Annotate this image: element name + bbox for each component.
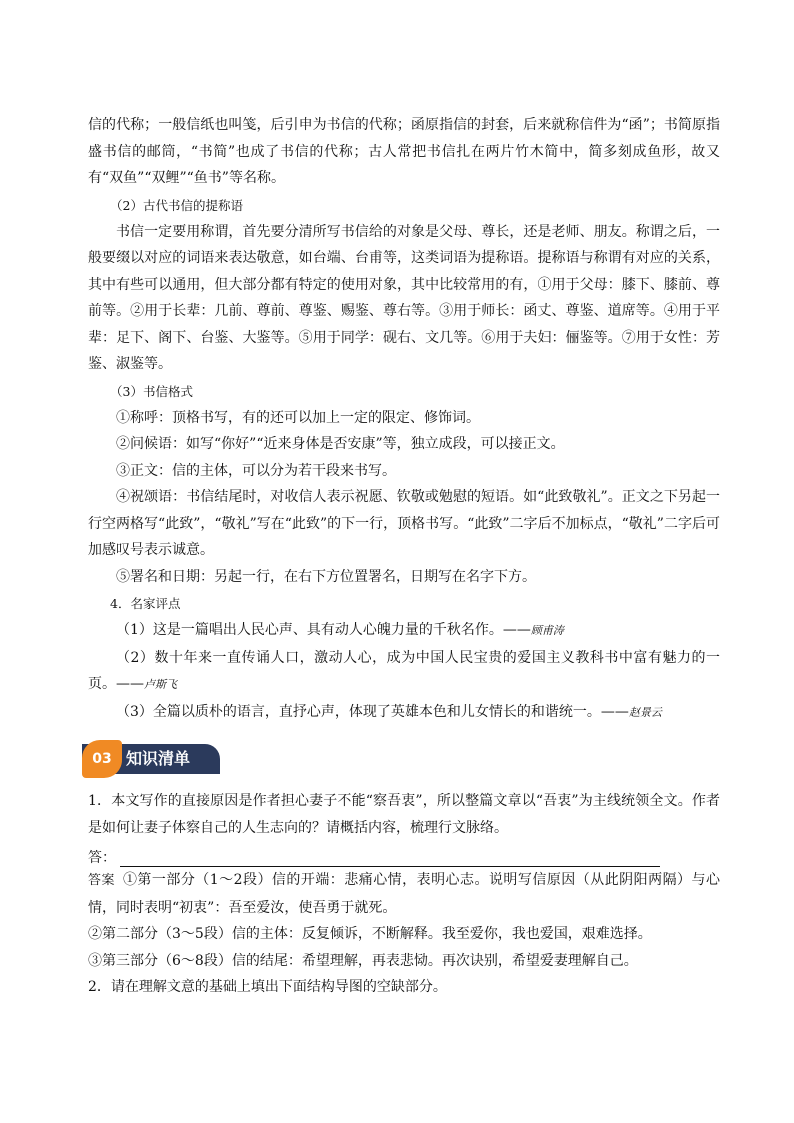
paragraph-salutation-terms: 书信一定要用称谓，首先要分清所写书信给的对象是父母、尊长，还是老师、朋友。称谓之后，一般要缀以对应的词语来表达敬意，如台端、台甫等，这类词语为提称语。提称语与称谓有对应的关系，其中有些可以通用，但大部分都有特定的使用对象，其中比较常用的有，①用于父母：膝下、膝前、尊前等。②用于长辈：几前、尊前、尊鉴、赐鉴、尊右等。③用于师长：函丈、尊鉴、道席等。④用于平辈：足下、阁下、台鉴、大鉴等。⑤用于同学：砚右、文几等。⑥用于夫妇：俪鉴等。⑦用于女性：芳鉴、淑鉴等。 (88, 223, 720, 372)
paragraph-letter-names: 信的代称；一般信纸也叫笺，后引申为书信的代称；函原指信的封套，后来就称信件为“函”；书简原指盛书信的邮筒，“书简”也成了书信的代称；古人常把书信扎在两片竹木简中，简多刻成鱼形，故又有“双鱼”“双鲤”“鱼书”等名称。 (88, 117, 720, 186)
question-1: 1．本文写作的直接原因是作者担心妻子不能“察吾衷”，所以整篇文章以“吾衷”为主线统领全文。作者是如何让妻子体察自己的人生志向的？请概括内容，梳理行文脉络。 (88, 793, 720, 836)
review-1-author: 顾甫涛 (530, 624, 564, 637)
question-2: 2．请在理解文意的基础上填出下面结构导图的空缺部分。 (88, 979, 447, 995)
format-item-body: ③正文：信的主体，可以分为若干段来书写。 (116, 462, 396, 479)
review-2 (88, 645, 720, 699)
answer-tag: 答案 (88, 873, 115, 888)
review-2-author: 卢斯飞 (144, 678, 177, 691)
format-item-greeting-name: ①称呼：顶格书写，有的还可以加上一定的限定、修饰词。 (116, 409, 480, 426)
document-page (88, 112, 720, 1001)
section-banner (82, 740, 720, 778)
heading-famous-reviews: 4．名家评点 (110, 596, 181, 611)
review-3-text: （3）全篇以质朴的语言，直抒心声，体现了英雄本色和儿女情长的和谐统一。—— (116, 703, 629, 720)
answer-part-2: ②第二部分（3～5段）信的主体：反复倾诉，不断解释。我至爱你，我也爱国，艰难选择。 (88, 926, 652, 942)
answer-part-1 (88, 867, 720, 921)
answer-blank (88, 841, 720, 867)
review-2-text: （2）数十年来一直传诵人口，激动人心，成为中国人民宝贵的爱国主义教科书中富有魅力的一页。—— (88, 649, 720, 692)
answer-part-3: ③第三部分（6～8段）信的结尾：希望理解，再表悲恸。再次诀别，希望爱妻理解自己。 (88, 952, 638, 969)
banner-number: 03 (82, 740, 122, 778)
answer-part-1-text: ①第一部分（1～2段）信的开端：悲痛心情，表明心志。说明写信原因（从此阴阳两隔）与心情，同时表明“初衷”：吾至爱汝，使吾勇于就死。 (88, 872, 720, 916)
heading-salutation-terms: （2）古代书信的提称语 (110, 197, 243, 213)
review-3 (88, 699, 720, 727)
review-1-text: （1）这是一篇唱出人民心声、具有动人心魄力量的千秋名作。—— (116, 622, 531, 638)
review-3-author: 赵景云 (628, 705, 662, 719)
format-item-closing: ④祝颂语：书信结尾时，对收信人表示祝愿、钦敬或勉慰的短语。如“此致敬礼”。正文之下另起一行空两格写“此致”，“敬礼”写在“此致”的下一行，顶格书写。“此致”二字后不加标点，“敬礼”二字后可加感叹号表示诚意。 (88, 489, 720, 558)
heading-letter-format: （3）书信格式 (110, 383, 193, 399)
format-item-greeting: ②问候语：如写“你好”“近来身体是否安康”等，独立成段，可以接正文。 (116, 436, 565, 452)
format-item-signature: ⑤署名和日期：另起一行，在右下方位置署名，日期写在名字下方。 (116, 568, 536, 585)
review-1 (88, 617, 720, 645)
banner-title: 知识清单 (126, 749, 191, 768)
answer-underline[interactable] (120, 848, 660, 867)
answer-label: 答： (88, 850, 116, 866)
